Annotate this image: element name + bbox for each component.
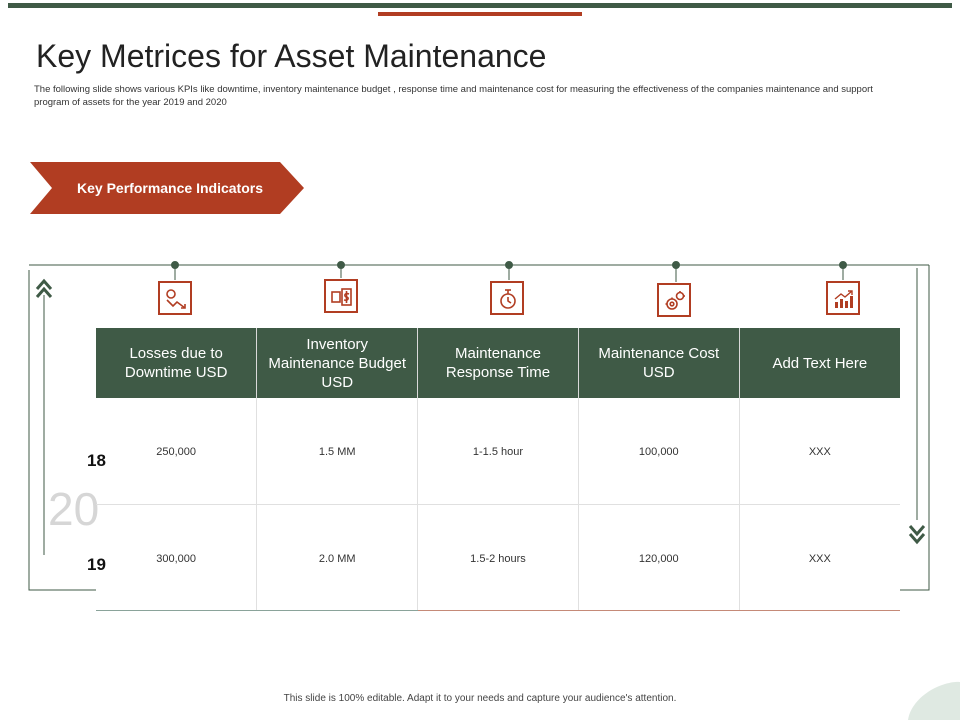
- table-cell: 2.0 MM: [257, 504, 418, 610]
- column-header: Losses due to Downtime USD: [96, 328, 257, 398]
- cost-gears-icon: [657, 283, 691, 317]
- growth-chart-icon: [826, 281, 860, 315]
- table-cell: 300,000: [96, 504, 257, 610]
- column-header: Maintenance Cost USD: [578, 328, 739, 398]
- table-row: [96, 398, 900, 504]
- year-prefix: 20: [48, 483, 100, 535]
- corner-decoration: [900, 670, 960, 720]
- table-cell: 1-1.5 hour: [418, 398, 579, 504]
- table-row: [96, 504, 900, 610]
- table-cell: 250,000: [96, 398, 257, 504]
- year-label-second: 19: [87, 555, 106, 574]
- slide-description: The following slide shows various KPIs like downtime, inventory maintenance budget , response time and maintenance cost for measuring the effectiveness of the companies maintenance and support program of assets for the year 2019 and 2020: [34, 84, 873, 108]
- stopwatch-icon: [490, 281, 524, 315]
- kpi-table: [96, 328, 900, 611]
- year-label-first: 18: [87, 451, 106, 470]
- column-header: Inventory Maintenance Budget USD: [257, 328, 418, 398]
- table-cell: 120,000: [578, 504, 739, 610]
- kpi-banner-label: Key Performance Indicators: [77, 180, 263, 196]
- table-cell: XXX: [739, 398, 900, 504]
- table-cell: 100,000: [578, 398, 739, 504]
- footer-note: This slide is 100% editable. Adapt it to your needs and capture your audience's attention.: [283, 693, 677, 704]
- money-down-chart-icon: [158, 281, 192, 315]
- down-chevrons-icon: [910, 526, 924, 542]
- table-cell: 1.5 MM: [257, 398, 418, 504]
- column-header: Add Text Here: [739, 328, 900, 398]
- up-chevrons-icon: [37, 281, 51, 297]
- table-header-row: [96, 328, 900, 398]
- page-title: Key Metrices for Asset Maintenance: [36, 38, 547, 74]
- table-cell: XXX: [739, 504, 900, 610]
- table-cell: 1.5-2 hours: [418, 504, 579, 610]
- cash-budget-icon: [324, 279, 358, 313]
- column-header: Maintenance Response Time: [418, 328, 579, 398]
